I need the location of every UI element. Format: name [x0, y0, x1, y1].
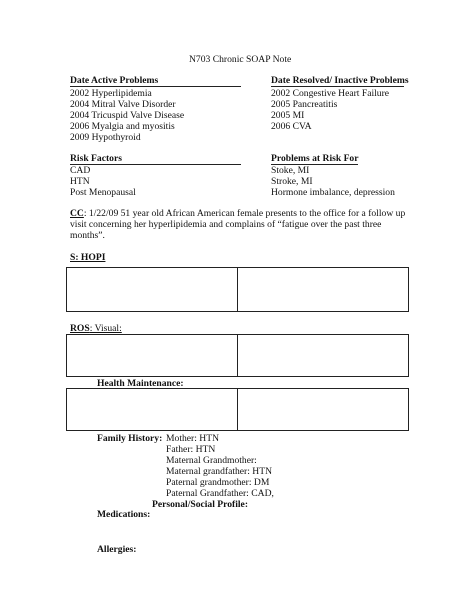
hm-cell-left[interactable] — [67, 389, 237, 430]
family-history-item: Maternal Grandmother: — [166, 455, 257, 466]
resolved-problem-item: 2005 Pancreatitis — [271, 99, 338, 110]
health-maintenance-label: Health Maintenance: — [97, 378, 184, 389]
ros-cell-right[interactable] — [238, 335, 408, 376]
resolved-problem-item: 2005 MI — [271, 110, 305, 121]
family-history-item: Paternal Grandfather: CAD, — [166, 488, 274, 499]
risk-factor-item: CAD — [70, 165, 91, 176]
risk-problem-item: Stoke, MI — [271, 165, 310, 176]
resolved-problem-item: 2002 Congestive Heart Failure — [271, 88, 390, 99]
problems-at-risk-header: Problems at Risk For — [271, 153, 359, 164]
risk-factor-item: Post Menopausal — [70, 187, 136, 198]
hopi-table — [66, 267, 409, 312]
family-history-item: Maternal grandfather: HTN — [166, 466, 273, 477]
active-problem-item: 2006 Myalgia and myositis — [70, 121, 175, 132]
active-problems-header: Date Active Problems — [70, 75, 159, 86]
family-history-item: Mother: HTN — [166, 433, 220, 444]
family-history-item: Father: HTN — [166, 444, 216, 455]
personal-social-label: Personal/Social Profile: — [152, 499, 249, 510]
resolved-problems-header: Date Resolved/ Inactive Problems — [271, 75, 409, 86]
chief-complaint — [70, 208, 410, 241]
active-problem-item: 2004 Mitral Valve Disorder — [70, 99, 176, 110]
active-problem-item: 2004 Tricuspid Valve Disease — [70, 110, 185, 121]
active-problem-item: 2009 Hypothyroid — [70, 132, 141, 143]
ros-visual: : Visual: — [89, 323, 122, 334]
page-title: N703 Chronic SOAP Note — [189, 54, 292, 65]
cc-label: CC — [70, 208, 84, 219]
active-problem-item: 2002 Hyperlipidemia — [70, 88, 152, 99]
hopi-cell-right[interactable] — [238, 268, 408, 311]
hm-cell-right[interactable] — [238, 389, 408, 430]
ros-cell-left[interactable] — [67, 335, 237, 376]
risk-problem-item: Hormone imbalance, depression — [271, 187, 395, 198]
resolved-header-rule — [271, 86, 404, 87]
family-history-label: Family History: — [97, 433, 163, 444]
medications-label: Medications: — [97, 509, 151, 520]
resolved-problem-item: 2006 CVA — [271, 121, 312, 132]
allergies-label: Allergies: — [97, 544, 137, 555]
ros-label-line — [70, 323, 122, 334]
family-history-item: Paternal grandmother: DM — [166, 477, 270, 488]
hopi-label: S: HOPI — [70, 252, 106, 263]
active-header-rule — [70, 86, 241, 87]
health-maintenance-table — [66, 388, 409, 431]
cc-text: : 1/22/09 51 year old African American female presents to the office for a follow up visit concerning her hyperlipidemia and complains of “fatigue over the past three months”. — [70, 208, 406, 241]
hopi-cell-left[interactable] — [67, 268, 237, 311]
risk-factor-item: HTN — [70, 176, 90, 187]
risk-factors-header: Risk Factors — [70, 153, 122, 164]
risk-problem-item: Stroke, MI — [271, 176, 313, 187]
ros-label: ROS — [70, 323, 90, 334]
risk-header-rule — [70, 164, 241, 165]
ros-table — [66, 334, 409, 377]
